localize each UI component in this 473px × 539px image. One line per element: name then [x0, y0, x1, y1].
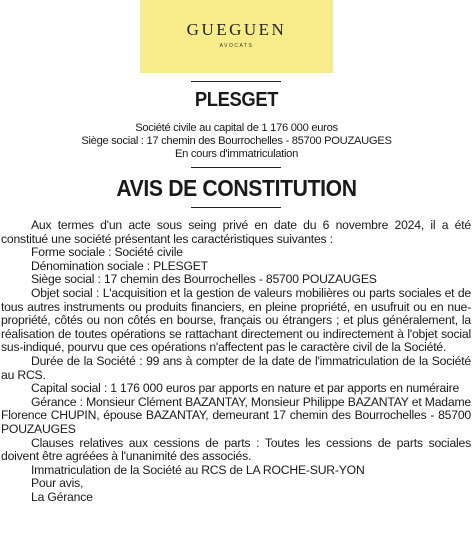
paragraph-signature: La Gérance [31, 489, 93, 504]
company-name: PLESGET [194, 89, 279, 111]
paragraph-management: Gérance : Monsieur Clément BAZANTAY, Monsieur Philippe BAZANTAY et Madame Florence CHUPIN, épouse BAZANTAY, demeurant 17 chemin des Bourrochelles - 85700 POUZAUGES [1, 394, 471, 436]
notice-title: AVIS DE CONSTITUTION [116, 175, 357, 201]
title-divider [191, 207, 281, 208]
paragraph-intro: Aux termes d'un acte sous seing privé en date du 6 novembre 2024, il a été constitué une société présentant les caractéristiques suivantes : [1, 218, 471, 246]
paragraph-registration: Immatriculation de la Société au RCS de LA ROCHE-SUR-YON [31, 462, 365, 477]
paragraph-share-transfer: Clauses relatives aux cessions de parts : Toutes les cessions de parts sociales doivent être agréées à l'unanimité des associés. [1, 435, 471, 464]
meta-registration: En cours d'immatriculation [174, 148, 299, 160]
meta-address: Siège social : 17 chemin des Bourrochelles - 85700 POUZAUGES [81, 135, 392, 147]
paragraph-capital: Capital social : 1 176 000 euros par apports en nature et par apports en numéraire [31, 381, 460, 396]
notice-body [1, 219, 471, 504]
middle-divider [191, 167, 281, 168]
paragraph-seat: Siège social : 17 chemin des Bourrochelles - 85700 POUZAUGES [31, 272, 377, 287]
top-divider [191, 81, 281, 82]
paragraph-pour-avis: Pour avis, [31, 476, 84, 491]
paragraph-purpose: Objet social : L'acquisition et la gestion de valeurs mobilières ou parts sociales et de tous autres instruments ou produits financiers, en pleine propriété, en usufruit ou en nue-propriété, côtés ou non côtés en bourse, français ou étrangers ; et plus généralement, la réalisation de toutes opérations se rattachant directement ou indirectement à l'objet social sus-indiqué, pourvu que ces opérations n'affectent pas le caractère civil de la Société. [1, 285, 471, 355]
meta-capital: Société civile au capital de 1 176 000 euros [135, 122, 338, 134]
law-firm-logo [140, 0, 333, 73]
paragraph-duration: Durée de la Société : 99 ans à compter de la date de l'immatriculation de la Société au RCS. [1, 353, 471, 382]
paragraph-form: Forme sociale : Société civile [31, 245, 183, 260]
logo-firm-name: GUEGUEN [186, 20, 287, 39]
logo-firm-subtitle: AVOCATS [219, 43, 254, 49]
paragraph-denomination: Dénomination sociale : PLESGET [31, 258, 208, 273]
